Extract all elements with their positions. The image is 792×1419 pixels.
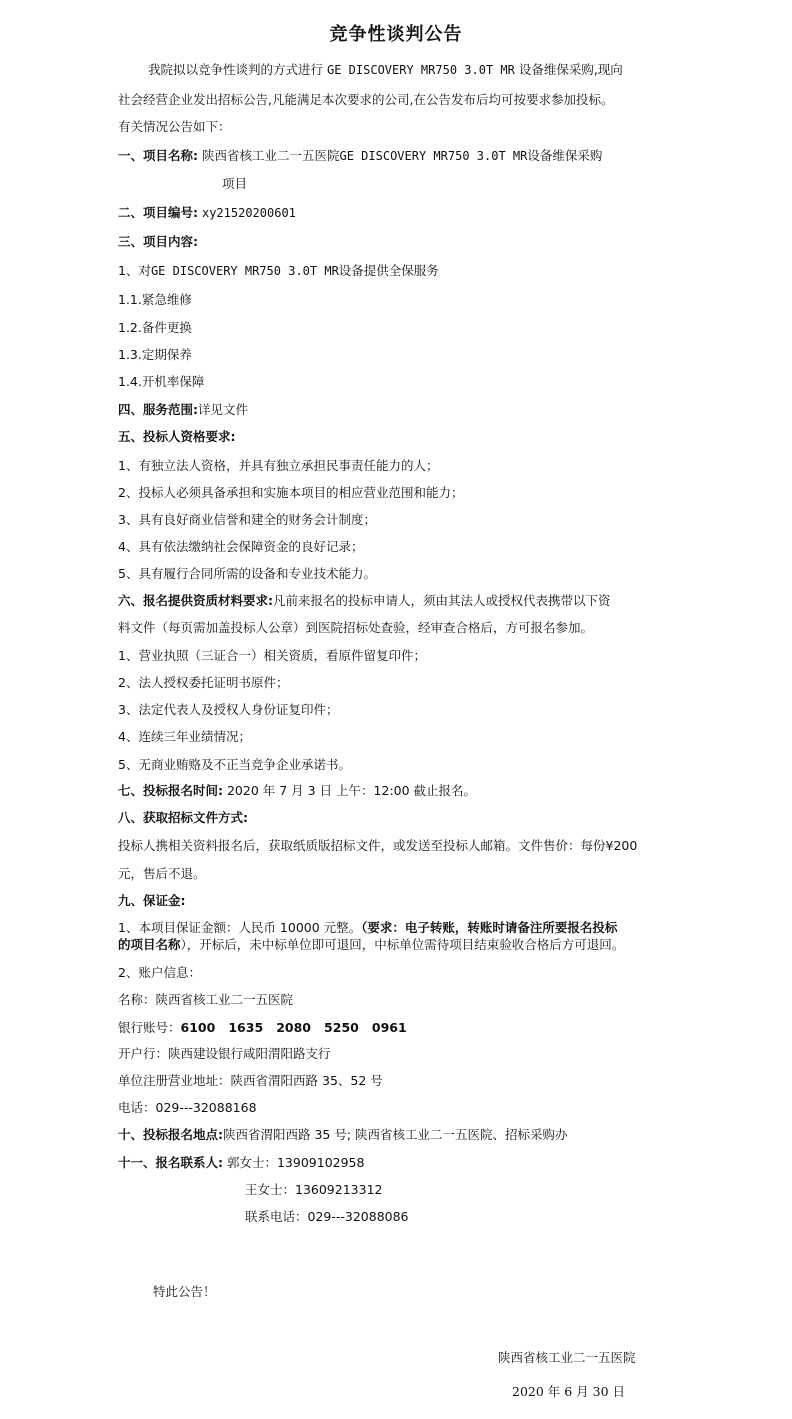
section-registration-contact-label: 十一、报名联系人: xyxy=(118,1155,223,1170)
project-number-value: xy21520200601 xyxy=(201,206,296,220)
qualification-item: 3、具有良好商业信誉和建全的财务会计制度； xyxy=(118,512,376,527)
deposit-amount: 1、本项目保证金额：人民币 10000 元整。 xyxy=(118,920,362,935)
account-info-title: 2、账户信息： xyxy=(118,965,201,980)
section-project-name xyxy=(118,148,602,164)
content-sub-4: 1.4.开机率保障 xyxy=(118,374,205,389)
qualification-item: 2、投标人必须具备承担和实施本项目的相应营业范围和能力； xyxy=(118,485,464,500)
registration-time-value: 2020 年 7 月 3 日 上午：12:00 截止报名。 xyxy=(226,783,477,798)
registration-location-value: 陕西省渭阳西路 35 号; 陕西省核工业二一五医院、招标采购办 xyxy=(223,1127,568,1142)
section-service-scope xyxy=(118,402,248,418)
content-sub-1: 1.1.紧急维修 xyxy=(118,292,192,307)
content-item-1-suffix: 设备提供全保服务 xyxy=(338,263,439,278)
qualification-item: 4、具有依法缴纳社会保障资金的良好记录； xyxy=(118,539,364,554)
material-item: 2、法人授权委托证明书原件； xyxy=(118,675,289,690)
qualification-item: 1、有独立法人资格，并具有独立承担民事责任能力的人； xyxy=(118,458,439,473)
closing-statement: 特此公告！ xyxy=(153,1284,216,1299)
opening-bank-label: 开户行： xyxy=(118,1046,169,1061)
section-service-scope-label: 四、服务范围: xyxy=(118,402,198,417)
intro-line-3: 有关情况公告如下： xyxy=(118,119,231,134)
section-obtain-documents-label: 八、获取招标文件方式: xyxy=(118,810,248,825)
section-project-number-label: 二、项目编号: xyxy=(118,205,198,220)
section-registration-time-label: 七、投标报名时间: xyxy=(118,783,223,798)
content-sub-2: 1.2.备件更换 xyxy=(118,320,192,335)
section-registration-materials xyxy=(118,593,611,609)
section-registration-materials-label: 六、报名提供资质材料要求: xyxy=(118,593,273,608)
section-registration-location xyxy=(118,1127,568,1143)
material-item: 3、法定代表人及授权人身份证复印件； xyxy=(118,702,339,717)
section-registration-time xyxy=(118,783,476,799)
opening-bank xyxy=(118,1046,331,1062)
deposit-phone xyxy=(118,1100,257,1116)
content-sub-3: 1.3.定期保养 xyxy=(118,347,192,362)
service-scope-value: 详见文件 xyxy=(198,402,249,417)
bank-account-label: 银行账号： xyxy=(118,1020,181,1035)
intro-line-1 xyxy=(148,62,623,78)
section-deposit-label: 九、保证金: xyxy=(118,893,186,908)
project-name-line-2: 项目 xyxy=(222,176,248,191)
bank-account xyxy=(118,1020,407,1036)
section-registration-location-label: 十、投标报名地点: xyxy=(118,1127,223,1142)
deposit-phone-value: 029---32088168 xyxy=(155,1100,257,1115)
registered-address xyxy=(118,1073,383,1089)
registration-materials-line-2: 料文件（每页需加盖投标人公章）到医院招标处查验，经审查合格后，方可报名参加。 xyxy=(118,620,594,635)
document-title: 竞争性谈判公告 xyxy=(329,24,463,45)
section-project-number xyxy=(118,205,296,221)
project-name-suffix: 设备维保采购 xyxy=(527,148,603,163)
section-registration-contact xyxy=(118,1155,364,1171)
contact-phone: 联系电话：029---32088086 xyxy=(245,1209,409,1224)
material-item: 5、无商业贿赂及不正当竞争企业承诺书。 xyxy=(118,757,351,772)
content-item-1-prefix: 1、对 xyxy=(118,263,151,278)
material-item: 1、营业执照（三证合一）相关资质，看原件留复印件； xyxy=(118,648,426,663)
account-name xyxy=(118,992,293,1008)
section-project-content-label: 三、项目内容: xyxy=(118,234,198,249)
content-item-1-model: GE DISCOVERY MR750 3.0T MR xyxy=(150,264,339,278)
obtain-documents-line-1: 投标人携相关资料报名后，获取纸质版招标文件，或发送至投标人邮箱。文件售价：每份¥200 xyxy=(118,838,638,853)
project-content-item-1 xyxy=(118,263,439,279)
intro-line-1-model: GE DISCOVERY MR750 3.0T MR xyxy=(327,63,515,77)
project-name-hospital: 陕西省核工业二一五医院 xyxy=(201,148,340,163)
signature-date: 2020 年 6 月 30 日 xyxy=(512,1384,626,1399)
intro-line-1-text-a: 我院拟以竞争性谈判的方式进行 xyxy=(148,62,324,77)
deposit-line-2 xyxy=(118,937,624,953)
contact-1: 郭女士：13909102958 xyxy=(226,1155,365,1170)
obtain-documents-line-2: 元，售后不退。 xyxy=(118,866,206,881)
section-project-name-label: 一、项目名称: xyxy=(118,148,198,163)
bank-account-value: 6100 1635 2080 5250 0961 xyxy=(180,1020,407,1035)
intro-line-2: 社会经营企业发出招标公告,凡能满足本次要求的公司,在公告发布后均可按要求参加投标。 xyxy=(118,92,614,107)
registered-address-value: 陕西省渭阳西路 35、52 号 xyxy=(230,1073,383,1088)
deposit-requirement: （要求：电子转账，转账时请备注所要报名投标 xyxy=(361,920,618,935)
signature-organization: 陕西省核工业二一五医院 xyxy=(498,1350,636,1365)
opening-bank-value: 陕西建设银行咸阳渭阳路支行 xyxy=(168,1046,331,1061)
registered-address-label: 单位注册营业地址： xyxy=(118,1073,231,1088)
deposit-refund-note: ），开标后，未中标单位即可退回，中标单位需待项目结束验收合格后方可退回。 xyxy=(180,937,625,952)
registration-materials-line-1: 凡前来报名的投标申请人，须由其法人或授权代表携带以下资 xyxy=(273,593,611,608)
deposit-line-1 xyxy=(118,920,617,936)
qualification-item: 5、具有履行合同所需的设备和专业技术能力。 xyxy=(118,566,376,581)
contact-2: 王女士：13609213312 xyxy=(245,1182,383,1197)
section-bidder-qualification-label: 五、投标人资格要求: xyxy=(118,429,236,444)
account-name-value: 陕西省核工业二一五医院 xyxy=(155,992,294,1007)
deposit-requirement-end: 的项目名称 xyxy=(118,937,181,952)
material-item: 4、连续三年业绩情况； xyxy=(118,729,251,744)
project-name-model: GE DISCOVERY MR750 3.0T MR xyxy=(339,149,528,163)
intro-line-1-text-c: 设备维保采购,现向 xyxy=(518,62,623,77)
deposit-phone-label: 电话： xyxy=(118,1100,156,1115)
account-name-label: 名称： xyxy=(118,992,156,1007)
